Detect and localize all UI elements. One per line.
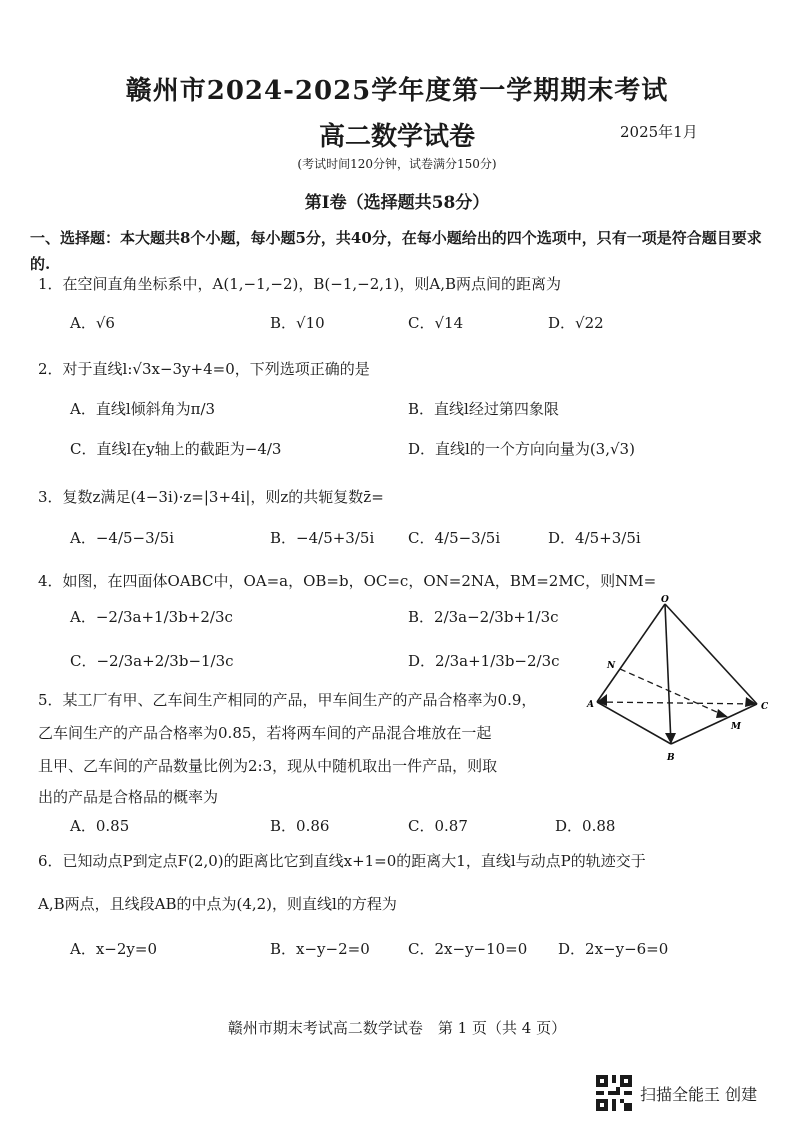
edge-ac-hidden — [597, 702, 757, 704]
label-n: N — [607, 661, 616, 671]
q1-option-b: B．√10 — [270, 314, 325, 332]
q6-option-c: C．2x−y−10=0 — [408, 940, 528, 958]
page-footer: 赣州市期末考试高二数学试卷 第 1 页（共 4 页） — [227, 1019, 567, 1037]
exam-note: (考试时间120分钟，试卷满分150分) — [297, 157, 497, 171]
question-1-stem: 1．在空间直角坐标系中，A(1,−1,−2)，B(−1,−2,1)，则A,B两点间的距离为 — [38, 275, 562, 293]
q2-option-c: C．直线l在y轴上的截距为−4/3 — [70, 440, 282, 458]
q3-option-c: C．4/5−3/5i — [408, 529, 501, 547]
section-heading: 一、选择题：本大题共8个小题，每小题5分，共40分，在每小题给出的四个选项中，只有一项是符合题目要求的. — [30, 229, 762, 273]
q6-option-a: A．x−2y=0 — [70, 940, 157, 958]
q6-option-d: D．2x−y−6=0 — [558, 940, 669, 958]
question-5-line-4: 出的产品是合格品的概率为 — [38, 788, 219, 806]
question-5-line-2: 乙车间生产的产品合格率为0.85，若将两车间的产品混合堆放在一起 — [38, 724, 492, 742]
q2-option-b: B．直线l经过第四象限 — [408, 400, 559, 418]
q5-option-d: D．0.88 — [555, 817, 616, 835]
question-5-line-1: 5．某工厂有甲、乙车间生产相同的产品，甲车间生产的产品合格率为0.9， — [38, 691, 537, 709]
q3-option-d: D．4/5+3/5i — [548, 529, 641, 547]
label-c: C — [761, 702, 769, 712]
q2-option-d: D．直线l的一个方向向量为(3,√3) — [408, 440, 635, 458]
edge-ob — [665, 604, 671, 744]
q1-option-a: A．√6 — [70, 314, 115, 332]
q4-option-d: D．2/3a+1/3b−2/3c — [408, 652, 560, 670]
question-4-stem: 4．如图，在四面体OABC中，OA=a，OB=b，OC=c，ON=2NA，BM=2MC，则NM= — [38, 572, 657, 590]
q2-option-a: A．直线l倾斜角为π/3 — [70, 400, 216, 418]
question-6-line-2: A,B两点，且线段AB的中点为(4,2)，则直线l的方程为 — [38, 895, 397, 913]
label-o: O — [661, 595, 669, 605]
tetrahedron-figure — [585, 592, 785, 767]
q5-option-b: B．0.86 — [270, 817, 330, 835]
label-b: B — [667, 753, 675, 763]
scanner-watermark: 扫描全能王 创建 — [640, 1085, 758, 1104]
q4-option-c: C．−2/3a+2/3b−1/3c — [70, 652, 234, 670]
question-5-line-3: 且甲、乙车间的产品数量比例为2:3，现从中随机取出一件产品，则取 — [38, 757, 498, 775]
q3-option-a: A．−4/5−3/5i — [70, 529, 175, 547]
q6-option-b: B．x−y−2=0 — [270, 940, 370, 958]
edge-ab — [597, 702, 671, 744]
label-m: M — [731, 722, 741, 732]
q5-option-a: A．0.85 — [70, 817, 130, 835]
question-6-line-1: 6．已知动点P到定点F(2,0)的距离比它到直线x+1=0的距离大1，直线l与动点P的轨迹交于 — [38, 852, 646, 870]
edge-bc — [671, 704, 757, 744]
nm-arrowhead — [716, 709, 728, 718]
exam-date: 2025年1月 — [620, 123, 698, 141]
edge-oc — [665, 604, 757, 704]
question-3-stem: 3．复数z满足(4−3i)·z=|3+4i|，则z的共轭复数z̄= — [38, 488, 384, 506]
exam-title: 赣州市2024-2025学年度第一学期期末考试 — [125, 76, 669, 106]
label-a: A — [587, 700, 594, 710]
q4-option-b: B．2/3a−2/3b+1/3c — [408, 608, 559, 626]
edge-oa — [597, 604, 665, 702]
q1-option-c: C．√14 — [408, 314, 464, 332]
q5-option-c: C．0.87 — [408, 817, 468, 835]
question-2-stem: 2．对于直线l:√3x−3y+4=0，下列选项正确的是 — [38, 360, 370, 378]
q4-option-a: A．−2/3a+1/3b+2/3c — [70, 608, 233, 626]
exam-subtitle: 高二数学试卷 — [318, 122, 475, 152]
qr-code-icon — [596, 1075, 632, 1111]
part-heading: 第Ⅰ卷（选择题共58分） — [304, 193, 490, 213]
q3-option-b: B．−4/5+3/5i — [270, 529, 375, 547]
segment-nm — [620, 669, 728, 717]
q1-option-d: D．√22 — [548, 314, 604, 332]
